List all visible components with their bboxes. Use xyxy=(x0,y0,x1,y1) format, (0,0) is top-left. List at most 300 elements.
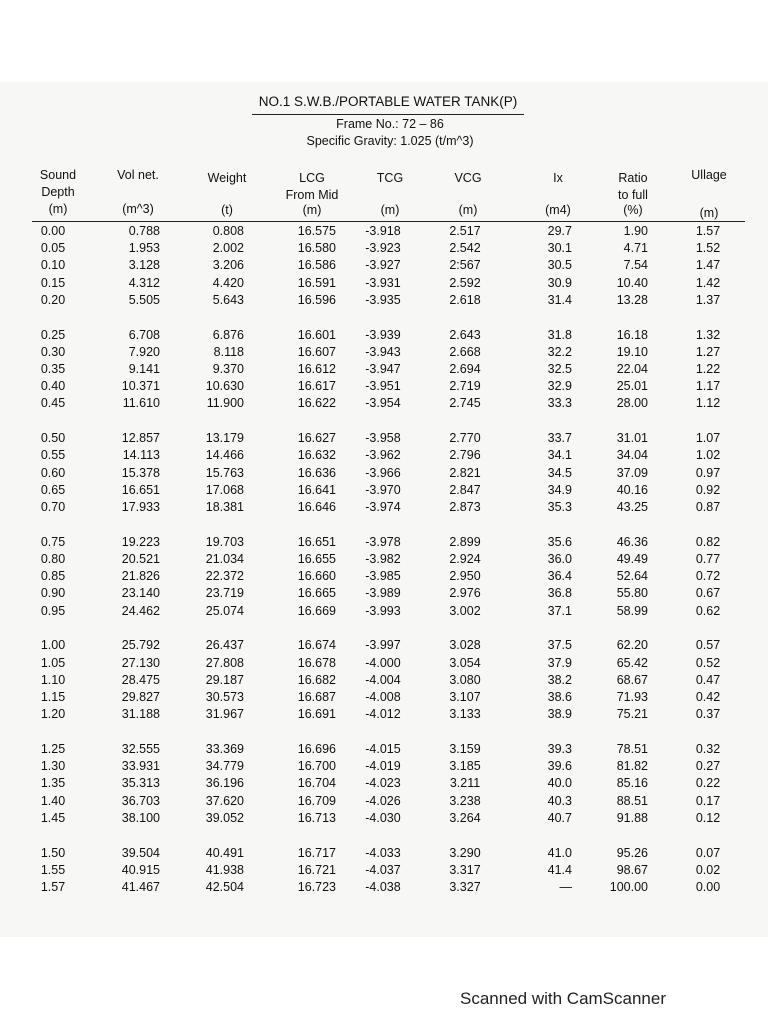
table-cell: 2:567 xyxy=(449,258,481,273)
table-row xyxy=(0,500,768,517)
table-cell: 28.475 xyxy=(121,672,160,687)
table-cell: 2.847 xyxy=(449,482,481,497)
table-cell: -3.939 xyxy=(365,327,401,342)
table-cell: 0.07 xyxy=(695,845,721,860)
document-title: NO.1 S.W.B./PORTABLE WATER TANK(P) xyxy=(258,94,518,109)
table-cell: 21.826 xyxy=(121,569,160,584)
table-cell: 25.792 xyxy=(121,638,160,653)
header-lcg: LCG From Mid (m) xyxy=(285,171,339,217)
table-cell: 0.95 xyxy=(40,603,66,618)
table-cell: -4.000 xyxy=(365,655,401,670)
table-cell: 32.9 xyxy=(547,379,572,394)
table-cell: 3.128 xyxy=(128,258,160,273)
table-row xyxy=(0,656,768,673)
table-cell: 2.542 xyxy=(449,241,481,256)
table-cell: 0.72 xyxy=(695,569,721,584)
table-cell: 2.796 xyxy=(449,448,481,463)
table-cell: -3.974 xyxy=(365,500,401,514)
header-vol-net: Vol net. (m^3) xyxy=(117,168,159,216)
table-cell: -4.038 xyxy=(365,880,401,894)
table-cell: 0.05 xyxy=(40,241,66,256)
table-cell: 16.575 xyxy=(297,224,336,238)
table-cell: 2.924 xyxy=(449,552,481,566)
table-cell: 0.90 xyxy=(40,586,66,601)
table-cell: 58.99 xyxy=(616,603,648,618)
table-cell: 37.9 xyxy=(547,655,572,670)
table-cell: 0.50 xyxy=(40,431,66,446)
table-cell: -3.931 xyxy=(365,275,401,290)
table-cell: 16.591 xyxy=(297,275,336,290)
table-cell: 40.7 xyxy=(547,810,572,825)
table-cell: 3.264 xyxy=(449,810,481,825)
table-cell: -3.966 xyxy=(365,465,401,480)
table-cell: 0.52 xyxy=(695,655,721,670)
table-cell: 0.808 xyxy=(212,224,244,238)
table-cell: 46.36 xyxy=(616,534,648,549)
table-row xyxy=(0,345,768,362)
table-cell: 0.80 xyxy=(40,552,66,566)
table-cell: 16.678 xyxy=(297,655,336,670)
table-row xyxy=(0,673,768,690)
table-cell: 38.100 xyxy=(121,810,160,825)
table-cell: -3.927 xyxy=(365,258,401,273)
table-cell: 0.32 xyxy=(695,742,721,756)
table-cell: 41.0 xyxy=(547,845,572,860)
table-cell: 16.607 xyxy=(297,344,336,359)
table-cell: 0.02 xyxy=(695,862,721,877)
table-cell: 16.646 xyxy=(297,500,336,514)
table-cell: 2.517 xyxy=(449,224,481,238)
table-cell: 1.42 xyxy=(695,275,721,290)
table-cell: 91.88 xyxy=(616,810,648,825)
table-cell: 4.312 xyxy=(128,275,160,290)
table-cell: 41.4 xyxy=(547,862,572,877)
table-cell: 16.696 xyxy=(297,742,336,756)
table-cell: 65.42 xyxy=(616,655,648,670)
table-row xyxy=(0,776,768,793)
table-cell: 0.77 xyxy=(695,552,721,566)
table-cell: -3.943 xyxy=(365,344,401,359)
table-cell: 39.3 xyxy=(547,742,572,756)
table-cell: 0.15 xyxy=(40,275,66,290)
table-cell: 3.317 xyxy=(449,862,481,877)
table-cell: 43.25 xyxy=(616,500,648,514)
table-cell: 1.45 xyxy=(40,810,66,825)
table-cell: 32.555 xyxy=(121,742,160,756)
table-cell: 68.67 xyxy=(616,672,648,687)
table-cell: 1.22 xyxy=(695,362,721,376)
table-row xyxy=(0,863,768,880)
table-row xyxy=(0,362,768,379)
table-cell: 15.763 xyxy=(205,465,244,480)
table-cell: 0.65 xyxy=(40,482,66,497)
table-cell: 40.16 xyxy=(616,482,648,497)
table-cell: -4.033 xyxy=(365,845,401,860)
table-cell: -4.023 xyxy=(365,776,401,791)
table-cell: 5.643 xyxy=(212,292,244,307)
table-cell: 2.668 xyxy=(449,344,481,359)
table-cell: 33.369 xyxy=(205,742,244,756)
table-cell: 39.504 xyxy=(121,845,160,860)
table-cell: 37.1 xyxy=(547,603,572,618)
table-cell: 0.55 xyxy=(40,448,66,463)
title-underline xyxy=(252,114,524,115)
table-cell: 16.691 xyxy=(297,707,336,722)
table-cell: 3.238 xyxy=(449,793,481,808)
table-cell: 14.466 xyxy=(205,448,244,463)
table-cell: 16.700 xyxy=(297,759,336,774)
table-row xyxy=(0,690,768,707)
table-cell: 4.71 xyxy=(623,241,648,256)
table-cell: 36.196 xyxy=(205,776,244,791)
table-cell: 16.586 xyxy=(297,258,336,273)
table-row xyxy=(0,241,768,258)
table-row xyxy=(0,604,768,621)
table-cell: 0.27 xyxy=(695,759,721,774)
table-cell: 1.52 xyxy=(695,241,721,256)
table-row xyxy=(0,552,768,569)
table-cell: 0.75 xyxy=(40,534,66,549)
table-cell: 0.82 xyxy=(695,534,721,549)
table-cell: 0.30 xyxy=(40,344,66,359)
table-cell: 16.665 xyxy=(297,586,336,601)
table-cell: 2.002 xyxy=(212,241,244,256)
table-cell: 95.26 xyxy=(616,845,648,860)
table-cell: 18.381 xyxy=(205,500,244,514)
table-cell: -4.030 xyxy=(365,810,401,825)
table-cell: 16.674 xyxy=(297,638,336,653)
table-cell: 1.30 xyxy=(40,759,66,774)
table-cell: -3.935 xyxy=(365,292,401,307)
table-cell: 16.723 xyxy=(297,880,336,894)
table-row xyxy=(0,396,768,413)
table-row xyxy=(0,379,768,396)
table-cell: 33.3 xyxy=(547,396,572,411)
table-cell: -3.993 xyxy=(365,603,401,618)
table-cell: 27.130 xyxy=(121,655,160,670)
table-cell: 0.20 xyxy=(40,292,66,307)
table-cell: 30.573 xyxy=(205,690,244,704)
table-cell: 31.8 xyxy=(547,327,572,342)
table-cell: 1.50 xyxy=(40,845,66,860)
table-cell: 1.15 xyxy=(40,690,66,704)
table-cell: 16.704 xyxy=(297,776,336,791)
table-row xyxy=(0,638,768,655)
table-cell: 39.052 xyxy=(205,810,244,825)
table-cell: 19.703 xyxy=(205,534,244,549)
table-cell: 38.9 xyxy=(547,707,572,722)
table-cell: 1.35 xyxy=(40,776,66,791)
table-cell: -4.008 xyxy=(365,690,401,704)
table-cell: 0.87 xyxy=(695,500,721,514)
table-cell: 29.827 xyxy=(121,690,160,704)
table-cell: 15.378 xyxy=(121,465,160,480)
table-cell: 49.49 xyxy=(616,552,648,566)
table-cell: 35.313 xyxy=(121,776,160,791)
table-cell: 16.641 xyxy=(297,482,336,497)
table-cell: 2.976 xyxy=(449,586,481,601)
table-cell: 6.876 xyxy=(212,327,244,342)
table-cell: 31.967 xyxy=(205,707,244,722)
table-cell: -3.997 xyxy=(365,638,401,653)
table-cell: 9.141 xyxy=(128,362,160,376)
table-row xyxy=(0,535,768,552)
table-cell: 0.25 xyxy=(40,327,66,342)
table-cell: 16.596 xyxy=(297,292,336,307)
table-cell: 40.915 xyxy=(121,862,160,877)
table-cell: 20.521 xyxy=(121,552,160,566)
table-cell: 1.07 xyxy=(695,431,721,446)
table-row xyxy=(0,794,768,811)
table-cell: -3.947 xyxy=(365,362,401,376)
table-cell: 0.17 xyxy=(695,793,721,808)
table-cell: 26.437 xyxy=(205,638,244,653)
table-cell: 78.51 xyxy=(616,742,648,756)
table-cell: 22.372 xyxy=(205,569,244,584)
table-cell: 2.719 xyxy=(449,379,481,394)
specific-gravity: Specific Gravity: 1.025 (t/m^3) xyxy=(306,134,474,148)
table-cell: 28.00 xyxy=(616,396,648,411)
header-rule xyxy=(32,221,745,222)
table-cell: 1.40 xyxy=(40,793,66,808)
table-cell: 16.636 xyxy=(297,465,336,480)
table-cell: 19.223 xyxy=(121,534,160,549)
table-cell: 2.694 xyxy=(449,362,481,376)
table-row xyxy=(0,742,768,759)
table-cell: 40.0 xyxy=(547,776,572,791)
table-cell: 33.7 xyxy=(547,431,572,446)
table-cell: 22.04 xyxy=(616,362,648,376)
table-cell: 14.113 xyxy=(122,448,160,463)
table-cell: 100.00 xyxy=(609,880,648,894)
table-cell: 1.32 xyxy=(695,327,721,342)
table-cell: -3.982 xyxy=(365,552,401,566)
table-cell: 2.643 xyxy=(449,327,481,342)
table-cell: 4.420 xyxy=(212,275,244,290)
table-cell: 42.504 xyxy=(205,880,244,894)
table-cell: 16.669 xyxy=(297,603,336,618)
table-cell: 34.779 xyxy=(205,759,244,774)
table-cell: 1.953 xyxy=(128,241,160,256)
table-cell: 0.40 xyxy=(40,379,66,394)
table-cell: 0.10 xyxy=(40,258,66,273)
table-cell: 1.17 xyxy=(695,379,721,394)
table-cell: 0.47 xyxy=(695,672,721,687)
table-cell: -4.037 xyxy=(365,862,401,877)
table-cell: 0.00 xyxy=(40,224,66,238)
table-cell: -3.989 xyxy=(365,586,401,601)
table-cell: 0.67 xyxy=(695,586,721,601)
table-row xyxy=(0,224,768,241)
table-cell: 1.05 xyxy=(40,655,66,670)
table-cell: 40.3 xyxy=(547,793,572,808)
table-cell: 2.950 xyxy=(449,569,481,584)
table-row xyxy=(0,328,768,345)
table-cell: 0.85 xyxy=(40,569,66,584)
table-row xyxy=(0,569,768,586)
table-cell: 6.708 xyxy=(128,327,160,342)
table-cell: -3.958 xyxy=(365,431,401,446)
table-cell: 23.140 xyxy=(121,586,160,601)
table-cell: 34.5 xyxy=(547,465,572,480)
table-cell: -4.004 xyxy=(365,672,401,687)
table-row xyxy=(0,759,768,776)
table-cell: 3.185 xyxy=(449,759,481,774)
table-row xyxy=(0,846,768,863)
header-tcg: TCG (m) xyxy=(376,171,404,217)
table-cell: 0.70 xyxy=(40,500,66,514)
table-cell: 17.068 xyxy=(205,482,244,497)
table-cell: 0.62 xyxy=(695,603,721,618)
table-cell: 0.92 xyxy=(695,482,721,497)
table-cell: 25.074 xyxy=(205,603,244,618)
table-cell: 55.80 xyxy=(616,586,648,601)
table-cell: 0.22 xyxy=(695,776,721,791)
table-cell: -3.962 xyxy=(365,448,401,463)
table-cell: 12.857 xyxy=(121,431,160,446)
table-cell: 0.57 xyxy=(695,638,721,653)
table-cell: 52.64 xyxy=(616,569,648,584)
table-cell: 71.93 xyxy=(616,690,648,704)
table-cell: 0.97 xyxy=(695,465,721,480)
table-cell: 32.5 xyxy=(547,362,572,376)
table-cell: -4.012 xyxy=(365,707,401,722)
table-cell: 1.90 xyxy=(623,224,648,238)
table-cell: 1.12 xyxy=(695,396,721,411)
table-cell: 16.713 xyxy=(297,810,336,825)
table-cell: 16.660 xyxy=(297,569,336,584)
table-cell: 1.02 xyxy=(695,448,721,463)
header-weight: Weight (t) xyxy=(207,171,247,217)
table-row xyxy=(0,293,768,310)
table-cell: 31.188 xyxy=(121,707,160,722)
table-cell: 7.920 xyxy=(128,344,160,359)
table-row xyxy=(0,586,768,603)
table-cell: 85.16 xyxy=(616,776,648,791)
table-cell: 1.37 xyxy=(695,292,721,307)
table-cell: 3.107 xyxy=(449,690,481,704)
table-cell: 1.27 xyxy=(695,344,721,359)
table-row xyxy=(0,483,768,500)
table-cell: 1.00 xyxy=(40,638,66,653)
table-cell: 19.10 xyxy=(616,344,648,359)
table-cell: 2.821 xyxy=(449,465,481,480)
table-cell: 24.462 xyxy=(121,603,160,618)
table-row xyxy=(0,448,768,465)
table-cell: 88.51 xyxy=(616,793,648,808)
table-cell: 5.505 xyxy=(128,292,160,307)
table-cell: -3.954 xyxy=(365,396,401,411)
table-cell: 23.719 xyxy=(205,586,244,601)
table-cell: 32.2 xyxy=(547,344,572,359)
table-cell: 62.20 xyxy=(616,638,648,653)
table-cell: 16.622 xyxy=(297,396,336,411)
table-cell: 16.617 xyxy=(297,379,336,394)
table-cell: 3.327 xyxy=(449,880,481,894)
table-cell: -3.985 xyxy=(365,569,401,584)
table-cell: 2.745 xyxy=(449,396,481,411)
table-cell: 0.35 xyxy=(40,362,66,376)
table-cell: 16.601 xyxy=(297,327,336,342)
table-cell: 1.25 xyxy=(40,742,66,756)
table-cell: 10.371 xyxy=(121,379,160,394)
header-ullage: Ullage (m) xyxy=(691,168,727,220)
table-cell: 30.5 xyxy=(547,258,572,273)
table-cell: 37.09 xyxy=(616,465,648,480)
table-cell: 16.18 xyxy=(616,327,648,342)
table-cell: 10.630 xyxy=(205,379,244,394)
table-cell: 36.8 xyxy=(547,586,572,601)
table-cell: 37.5 xyxy=(547,638,572,653)
table-cell: 16.580 xyxy=(297,241,336,256)
table-cell: 1.55 xyxy=(40,862,66,877)
table-cell: 39.6 xyxy=(547,759,572,774)
table-cell: 1.10 xyxy=(40,672,66,687)
table-cell: 3.159 xyxy=(449,742,481,756)
table-cell: — xyxy=(559,880,572,894)
table-cell: 0.45 xyxy=(40,396,66,411)
table-cell: 36.4 xyxy=(547,569,572,584)
table-cell: 10.40 xyxy=(616,275,648,290)
table-cell: 11.610 xyxy=(122,396,160,411)
table-cell: 3.290 xyxy=(449,845,481,860)
table-cell: -4.015 xyxy=(365,742,401,756)
table-cell: 2.873 xyxy=(449,500,481,514)
table-cell: 21.034 xyxy=(205,552,244,566)
table-cell: 34.9 xyxy=(547,482,572,497)
table-cell: -3.923 xyxy=(365,241,401,256)
table-cell: 16.627 xyxy=(297,431,336,446)
table-cell: 41.938 xyxy=(205,862,244,877)
table-cell: 13.28 xyxy=(616,292,648,307)
table-cell: 16.717 xyxy=(297,845,336,860)
table-cell: 17.933 xyxy=(121,500,160,514)
frame-number: Frame No.: 72 – 86 xyxy=(336,117,444,131)
table-cell: 34.04 xyxy=(616,448,648,463)
table-cell: 0.37 xyxy=(695,707,721,722)
table-cell: 30.1 xyxy=(547,241,572,256)
table-cell: 3.080 xyxy=(449,672,481,687)
table-cell: 38.2 xyxy=(547,672,572,687)
table-cell: 25.01 xyxy=(616,379,648,394)
table-cell: 3.211 xyxy=(449,776,481,791)
table-cell: 2.592 xyxy=(449,275,481,290)
table-cell: 16.632 xyxy=(297,448,336,463)
table-cell: 16.612 xyxy=(297,362,336,376)
table-cell: 3.133 xyxy=(449,707,481,722)
table-cell: 0.788 xyxy=(128,224,160,238)
table-cell: -4.019 xyxy=(365,759,401,774)
table-cell: 29.7 xyxy=(547,224,572,238)
table-row xyxy=(0,811,768,828)
header-ix: Ix (m4) xyxy=(545,171,571,217)
table-row xyxy=(0,276,768,293)
header-vcg: VCG (m) xyxy=(454,171,482,217)
table-cell: 16.651 xyxy=(297,534,336,549)
header-ratio: Ratio to full (%) xyxy=(618,171,648,217)
table-cell: 36.0 xyxy=(547,552,572,566)
header-sound-depth: Sound Depth (m) xyxy=(39,168,77,216)
table-row xyxy=(0,707,768,724)
table-cell: 81.82 xyxy=(616,759,648,774)
table-cell: 3.028 xyxy=(449,638,481,653)
table-cell: 2.618 xyxy=(449,292,481,307)
table-cell: 9.370 xyxy=(212,362,244,376)
table-cell: 0.00 xyxy=(695,880,721,894)
table-cell: 1.57 xyxy=(40,880,66,894)
table-cell: 29.187 xyxy=(205,672,244,687)
table-row xyxy=(0,880,768,897)
